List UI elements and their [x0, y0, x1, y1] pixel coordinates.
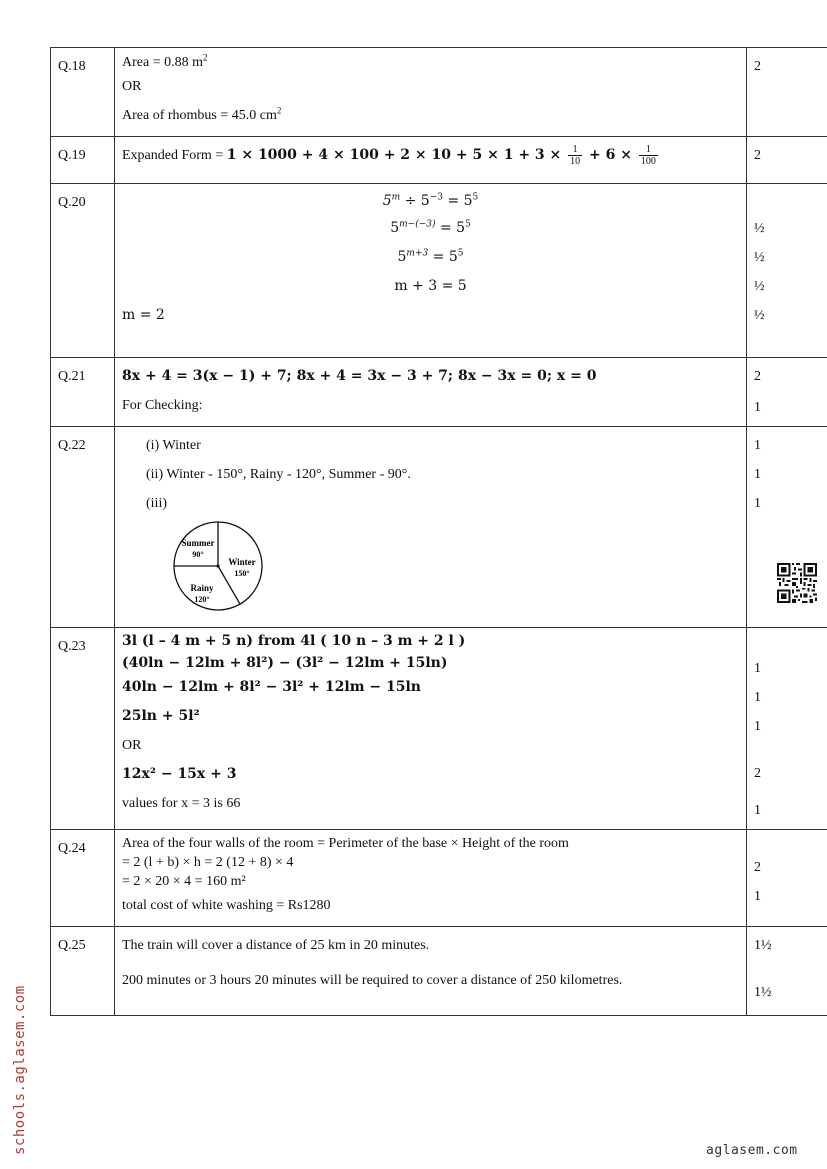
mark: 1 — [754, 467, 761, 482]
table-row — [51, 137, 827, 184]
answer-line: total cost of white washing = Rs1280 — [122, 898, 331, 913]
marks-cell — [747, 628, 827, 830]
marks-cell — [747, 137, 827, 184]
marking-scheme-table — [50, 47, 827, 1016]
table-row — [51, 427, 827, 628]
mark: 2 — [754, 860, 761, 875]
mark: 1 — [754, 719, 761, 734]
answer-line: Area of the four walls of the room = Perimeter of the base × Height of the room — [122, 836, 569, 851]
mark: 1 — [754, 661, 761, 676]
side-watermark: schools.aglasem.com — [12, 985, 28, 1155]
season-pie-chart — [172, 520, 264, 612]
table-row — [51, 358, 827, 427]
mark: 1 — [754, 690, 761, 705]
marks-cell — [747, 358, 827, 427]
equation-line: m = 2 — [122, 307, 165, 323]
table-row — [51, 628, 827, 830]
pie-value-winter: 150° — [234, 569, 250, 578]
marks-cell — [747, 48, 827, 137]
question-number: Q.19 — [51, 137, 115, 184]
answer-line: Expanded Form = — [122, 148, 227, 163]
table-row — [51, 184, 827, 358]
mark: 2 — [754, 766, 761, 781]
fraction: $\frac{1}{10}$ — [570, 144, 581, 168]
mark: ½ — [754, 221, 765, 236]
pie-label-winter: Winter — [228, 557, 256, 567]
mark: 1 — [754, 400, 761, 415]
answer-line: 200 minutes or 3 hours 20 minutes will be required to cover a distance of 250 kilometres. — [122, 973, 623, 988]
footer-watermark: aglasem.com — [706, 1143, 798, 1158]
pie-center — [216, 564, 219, 567]
question-number: Q.21 — [51, 358, 115, 427]
answer-cell — [115, 927, 747, 1016]
marks-cell — [747, 184, 827, 358]
answer-cell — [115, 628, 747, 830]
mark: 2 — [754, 148, 761, 163]
mark: 1 — [754, 496, 761, 511]
equation-line: $5^{m-(-3)} = 5^5$ — [390, 219, 471, 236]
pie-label-summer: Summer — [181, 538, 215, 548]
answer-line: Area of rhombus = 45.0 cm — [122, 108, 277, 123]
expanded-form-expr: 1 × 1000 + 4 × 100 + 2 × 10 + 5 × 1 + 3 × — [226, 147, 567, 163]
answer-line: For Checking: — [122, 398, 203, 413]
mark: ½ — [754, 279, 765, 294]
question-number: Q.20 — [51, 184, 115, 358]
answer-cell — [115, 184, 747, 358]
table-row — [51, 48, 827, 137]
answer-line: (i) Winter — [146, 438, 201, 453]
answer-line: (iii) — [146, 496, 167, 511]
answer-line: Area = 0.88 m — [122, 55, 203, 70]
mark: 2 — [754, 369, 761, 384]
answer-line: = 2 (l + b) × h = 2 (12 + 8) × 4 — [122, 855, 294, 870]
equation-line: (40ln − 12lm + 8l²) − (3l² − 12lm + 15ln) — [122, 655, 448, 671]
equation-line: $5^m \div 5^{-3} = 5^5$ — [382, 192, 479, 209]
mark: 1 — [754, 889, 761, 904]
equation-line: $5^{m+3} = 5^5$ — [397, 248, 464, 265]
answer-cell: Area = 0.88 $m^2$ OR Area of rhombus = 45.0 $cm^2$ — [115, 48, 747, 137]
mark: 2 — [754, 59, 761, 74]
question-number: Q.18 — [51, 48, 115, 137]
table-row — [51, 830, 827, 927]
mark: 1½ — [754, 938, 772, 953]
table-row — [51, 927, 827, 1016]
question-number: Q.24 — [51, 830, 115, 927]
answer-cell — [115, 358, 747, 427]
equation-line: m + 3 = 5 — [394, 278, 467, 294]
pie-value-rainy: 120° — [194, 595, 210, 604]
equation-line: 8x + 4 = 3(x − 1) + 7; 8x + 4 = 3x − 3 + 7; 8x − 3x = 0; x = 0 — [122, 368, 597, 384]
answer-line: The train will cover a distance of 25 km in 20 minutes. — [122, 938, 430, 953]
equation-line: 40ln − 12lm + 8l² − 3l² + 12lm − 15ln — [122, 679, 421, 695]
equation-line: 3l (l – 4 m + 5 n) from 4l ( 10 n – 3 m + 2 l ) — [122, 633, 466, 649]
mark: ½ — [754, 308, 765, 323]
answer-line: OR — [122, 738, 142, 753]
answer-cell — [115, 830, 747, 927]
fraction: $\frac{1}{100}$ — [640, 144, 656, 168]
mark: 1 — [754, 803, 761, 818]
marks-cell — [747, 927, 827, 1016]
qr-code-icon — [777, 563, 817, 603]
answer-cell — [115, 427, 747, 628]
mark: 1½ — [754, 985, 772, 1000]
question-number: Q.25 — [51, 927, 115, 1016]
answer-line: = 2 × 20 × 4 = 160 m² — [122, 874, 246, 889]
answer-line: values for x = 3 is 66 — [122, 796, 241, 811]
equation-line: 25ln + 5l² — [122, 708, 200, 724]
marks-cell — [747, 830, 827, 927]
answer-line: OR — [122, 79, 142, 94]
mark: ½ — [754, 250, 765, 265]
answer-cell: Expanded Form = 1 × 1000 + 4 × 100 + 2 × 10 + 5 × 1 + 3 × $\frac{1}{10}$ + 6 × $\frac{1}{100}$ — [115, 137, 747, 184]
pie-value-summer: 90° — [192, 550, 204, 559]
equation-line: 12x² − 15x + 3 — [122, 766, 237, 782]
answer-line: (ii) Winter - 150°, Rainy - 120°, Summer - 90°. — [146, 467, 411, 482]
question-number: Q.23 — [51, 628, 115, 830]
pie-label-rainy: Rainy — [190, 583, 214, 593]
mark: 1 — [754, 438, 761, 453]
question-number: Q.22 — [51, 427, 115, 628]
